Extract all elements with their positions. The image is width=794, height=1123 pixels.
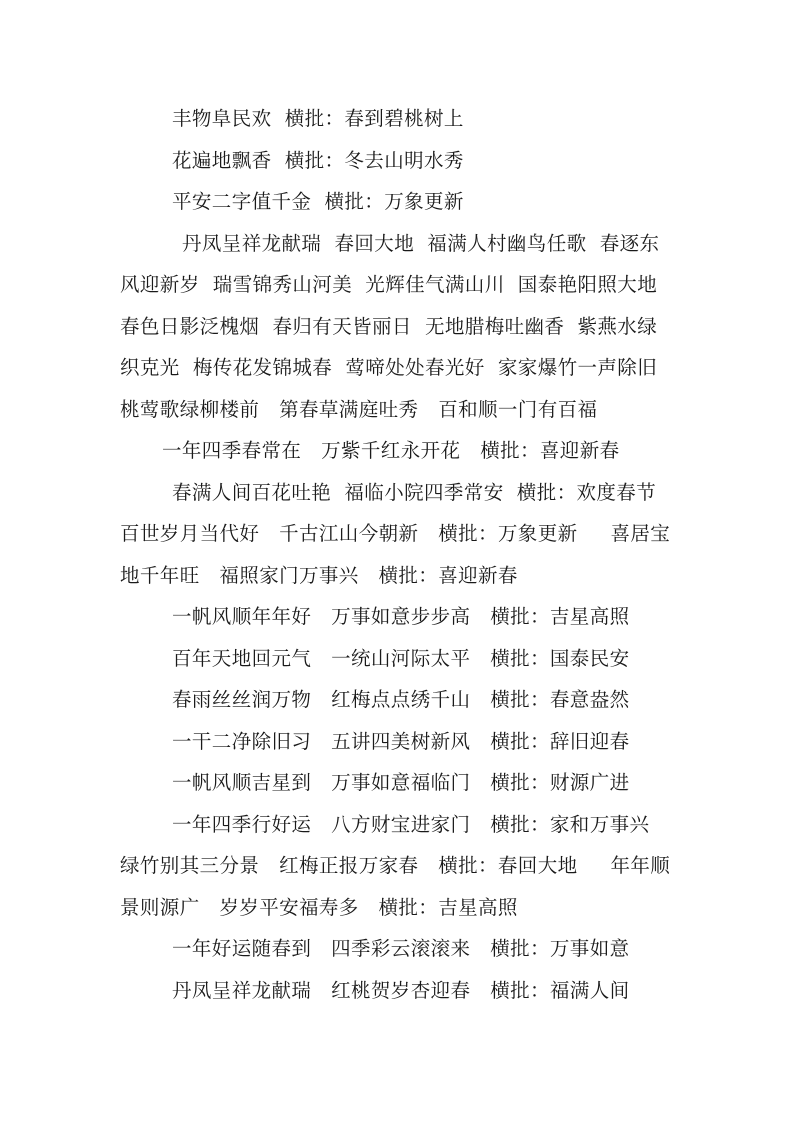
text-line: 百世岁月当代好 千古江山今朝新 横批：万象更新 喜居宝 xyxy=(120,522,671,545)
text-line: 一年四季行好运 八方财宝进家门 横批：家和万事兴 xyxy=(172,812,650,836)
text-line: 一干二净除旧习 五讲四美树新风 横批：辞旧迎春 xyxy=(172,729,630,753)
text-line: 丰物阜民欢 横批：春到碧桃树上 xyxy=(172,107,464,130)
text-line: 平安二字值千金 横批：万象更新 xyxy=(172,190,464,213)
text-line: 春色日影泛槐烟 春归有天皆丽日 无地腊梅吐幽香 紫燕水绿 xyxy=(120,314,658,338)
document-body xyxy=(120,98,676,1011)
text-line: 百年天地回元气 一统山河际太平 横批：国泰民安 xyxy=(172,646,630,670)
text-line: 一帆风顺年年好 万事如意步步高 横批：吉星高照 xyxy=(172,605,630,628)
text-line: 花遍地飘香 横批：冬去山明水秀 xyxy=(172,148,464,172)
text-line: 春雨丝丝润万物 红梅点点绣千山 横批：春意盎然 xyxy=(172,688,630,711)
text-line: 丹凤呈祥龙献瑞 春回大地 福满人村幽鸟任歌 春逐东 xyxy=(182,231,660,255)
text-line: 一年好运随春到 四季彩云滚滚来 横批：万事如意 xyxy=(172,937,630,960)
text-line: 桃莺歌绿柳楼前 第春草满庭吐秀 百和顺一门有百福 xyxy=(120,397,598,421)
text-line: 景则源广 岁岁平安福寿多 横批：吉星高照 xyxy=(120,895,518,919)
text-line: 春满人间百花吐艳 福临小院四季常安 横批：欢度春节 xyxy=(172,480,657,504)
text-line: 一帆风顺吉星到 万事如意福临门 横批：财源广进 xyxy=(172,771,630,794)
text-line: 绿竹别其三分景 红梅正报万家春 横批：春回大地 年年顺 xyxy=(120,854,671,877)
text-line: 一年四季春常在 万紫千红永开花 横批：喜迎新春 xyxy=(162,439,620,462)
text-line: 丹凤呈祥龙献瑞 红桃贺岁杏迎春 横批：福满人间 xyxy=(172,978,630,1002)
text-line: 地千年旺 福照家门万事兴 横批：喜迎新春 xyxy=(120,563,518,587)
text-line: 织克光 梅传花发锦城春 莺啼处处春光好 家家爆竹一声除旧 xyxy=(120,356,658,379)
text-line: 风迎新岁 瑞雪锦秀山河美 光辉佳气满山川 国泰艳阳照大地 xyxy=(120,273,658,296)
